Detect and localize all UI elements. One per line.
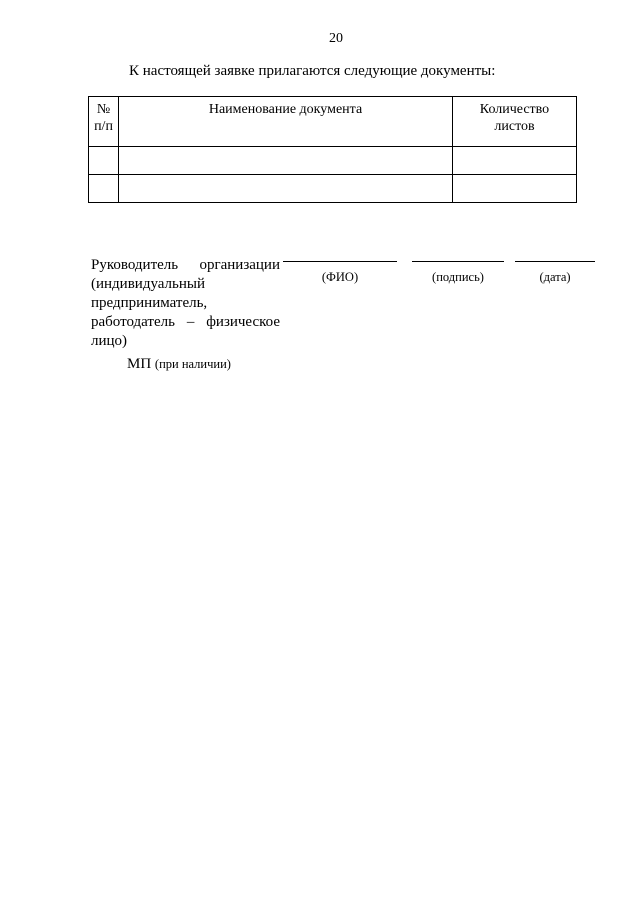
row-number-cell[interactable]: [89, 147, 119, 175]
row-name-cell[interactable]: [119, 147, 453, 175]
page-number: 20: [329, 31, 343, 46]
header-document-name-text: Наименование документа: [208, 102, 363, 117]
date-line[interactable]: [515, 261, 595, 262]
intro-text: К настоящей заявке прилагаются следующие документы:: [129, 63, 496, 79]
header-number-line2: п/п: [94, 119, 113, 134]
header-quantity-line1: Количество: [479, 102, 550, 117]
organization-head-label: Руководитель организации (индивидуальный предприниматель, работодатель – физическое лицо): [91, 257, 280, 349]
date-label: (дата): [539, 270, 571, 284]
table-header-row: [89, 97, 577, 147]
row-quantity-cell[interactable]: [453, 175, 577, 203]
header-quantity-line2: листов: [494, 119, 535, 134]
stamp-label: МП: [127, 356, 152, 372]
documents-table: [88, 96, 577, 203]
header-document-name: [119, 97, 453, 147]
fio-label: (ФИО): [321, 270, 359, 284]
table-row: [89, 147, 577, 175]
table-row: [89, 175, 577, 203]
stamp-note: (при наличии): [154, 357, 231, 371]
signature-line[interactable]: [412, 261, 504, 262]
fio-line[interactable]: [283, 261, 397, 262]
stamp-placeholder: [127, 356, 231, 373]
row-number-cell[interactable]: [89, 175, 119, 203]
header-number: [89, 97, 119, 147]
signature-label: (подпись): [432, 270, 484, 284]
header-number-line1: №: [96, 102, 111, 117]
header-quantity: [453, 97, 577, 147]
row-name-cell[interactable]: [119, 175, 453, 203]
row-quantity-cell[interactable]: [453, 147, 577, 175]
